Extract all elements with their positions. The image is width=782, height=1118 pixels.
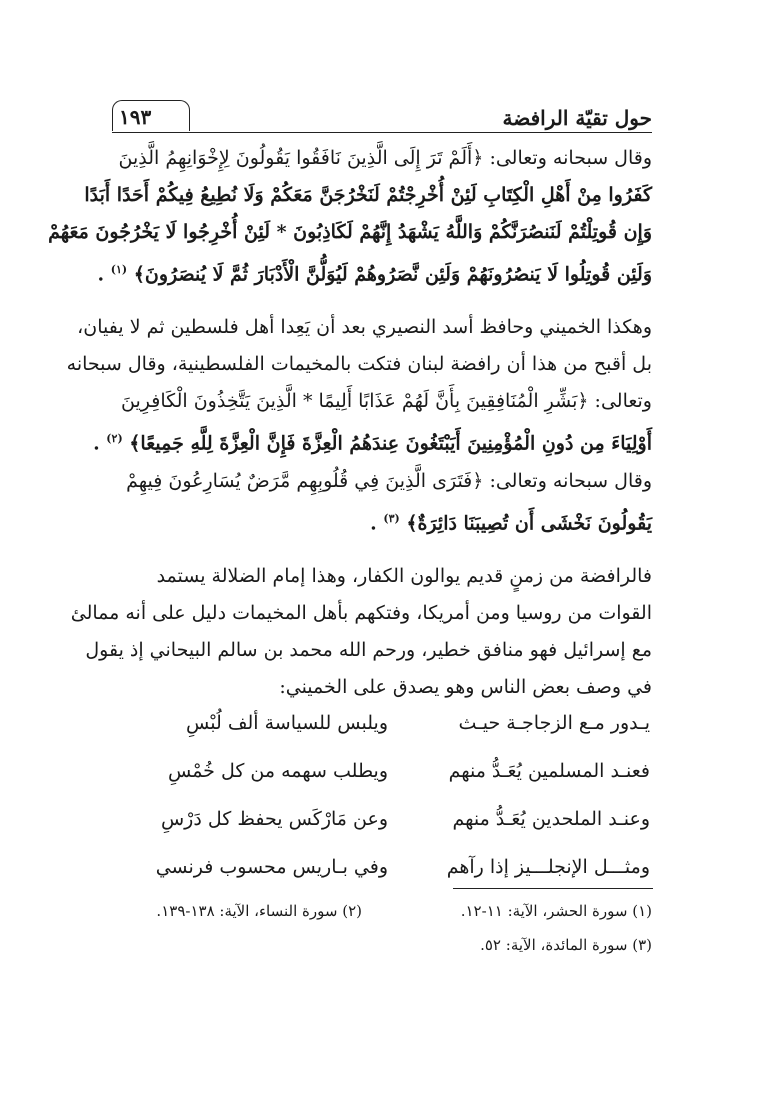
poem-second-hemistich: ويلبس للسياسة ألف لُبْسِ bbox=[186, 712, 388, 734]
footnote-3: (٣) سورة المائدة، الآية: ٥٢. bbox=[480, 936, 652, 954]
footnote-separator bbox=[453, 888, 653, 889]
poem-first-hemistich: ومثـــل الإنجلـــيز إذا رآهم bbox=[446, 856, 650, 878]
poem-verse bbox=[150, 800, 650, 848]
page-header bbox=[112, 100, 652, 134]
quran-line: أَوْلِيَاءَ مِن دُونِ الْمُؤْمِنِينَ أَيَبْتَغُونَ عِندَهُمُ الْعِزَّةَ فَإِنَّ الْعِزَّةَ لِلَّهِ جَمِيعًا﴾ $^{(٢)}$ . bbox=[93, 432, 652, 455]
main-text bbox=[48, 140, 652, 706]
quran-line: يَقُولُونَ نَخْشَى أَن تُصِيبَنَا دَائِرَةٌ﴾ $^{(٣)}$ . bbox=[370, 511, 652, 534]
footnote-ref: (٢) bbox=[106, 432, 123, 446]
page-number-box bbox=[112, 100, 190, 131]
poem-second-hemistich: وفي بـاريس محسوب فرنسي bbox=[155, 856, 388, 878]
poem-verse bbox=[150, 704, 650, 752]
text-line: فالرافضة من زمنٍ قديم يوالون الكفار، وهذا إمام الضلالة يستمد bbox=[156, 564, 652, 587]
text-line: وقال سبحانه وتعالى: ﴿أَلَمْ تَرَ إِلَى الَّذِينَ نَافَقُوا يَقُولُونَ لِإِخْوَانِهِمُ الَّذِينَ bbox=[118, 147, 652, 169]
text-line: وتعالى: ﴿بَشِّرِ الْمُنَافِقِينَ بِأَنَّ لَهُمْ عَذَابًا أَلِيمًا * الَّذِينَ يَتَّخِذُونَ الْكَافِرِينَ bbox=[121, 390, 652, 413]
footnotes bbox=[156, 898, 652, 966]
footnote-ref: (١) bbox=[110, 263, 128, 276]
poem-first-hemistich: فعنـد المسلمين يُعَـدُّ منهم bbox=[448, 760, 650, 782]
text-line: في وصف بعض الناس وهو يصدق على الخميني: bbox=[279, 675, 652, 698]
poem-first-hemistich: يـدور مـع الزجاجـة حيـث bbox=[458, 712, 650, 734]
text-line: وهكذا الخميني وحافظ أسد النصيري بعد أن يَعِدا أهل فلسطين ثم لا يفيان، bbox=[77, 316, 652, 339]
poem-verse bbox=[150, 752, 650, 800]
quran-line: كَفَرُوا مِنْ أَهْلِ الْكِتَابِ لَئِنْ أُخْرِجْتُمْ لَنَخْرُجَنَّ مَعَكُمْ وَلَا نُطِيعُ فِيكُمْ أَحَدًا أَبَدًا bbox=[84, 184, 652, 206]
quran-line: وَإِن قُوتِلْتُمْ لَنَنصُرَنَّكُمْ وَاللَّهُ يَشْهَدُ إِنَّهُمْ لَكَاذِبُونَ * لَئِنْ أُخْرِجُوا لَا يَخْرُجُونَ مَعَهُمْ bbox=[48, 221, 652, 243]
text-line: وقال سبحانه وتعالى: ﴿فَتَرَى الَّذِينَ فِي قُلُوبِهِم مَّرَضٌ يُسَارِعُونَ فِيهِمْ bbox=[126, 469, 652, 492]
page-number: ١٩٣ bbox=[119, 105, 152, 129]
text-line: مع إسرائيل فهو منافق خطير، ورحم الله محمد بن سالم البيحاني إذ يقول bbox=[85, 638, 652, 661]
footnote-ref: (٣) bbox=[383, 511, 400, 525]
text-line: القوات من روسيا ومن أمريكا، وفتكهم بأهل المخيمات دليل على أنه ممالئ bbox=[70, 601, 652, 624]
quran-line: وَلَئِن قُوتِلُوا لَا يَنصُرُونَهُمْ وَلَئِن نَّصَرُوهُمْ لَيُوَلُّنَّ الْأَدْبَارَ ثُمَّ لَا يُنصَرُونَ﴾ $^{(١)}$ . bbox=[97, 263, 652, 286]
text-line: بل أقبح من هذا أن رافضة لبنان فتكت بالمخيمات الفلسطينية، وقال سبحانه bbox=[66, 353, 652, 376]
footnote-2: (٢) سورة النساء، الآية: ١٣٨-١٣٩. bbox=[156, 902, 362, 920]
poem bbox=[150, 704, 650, 896]
footnote-1: (١) سورة الحشر، الآية: ١١-١٢. bbox=[460, 902, 652, 920]
running-title: حول تقيّة الرافضة bbox=[502, 106, 652, 130]
header-rule bbox=[112, 132, 652, 133]
poem-second-hemistich: وعن مَارْكَس يحفظ كل دَرْسِ bbox=[160, 808, 388, 830]
poem-first-hemistich: وعنـد الملحدين يُعَـدُّ منهم bbox=[452, 808, 650, 830]
poem-second-hemistich: ويطلب سهمه من كل خُمْسِ bbox=[167, 760, 388, 782]
